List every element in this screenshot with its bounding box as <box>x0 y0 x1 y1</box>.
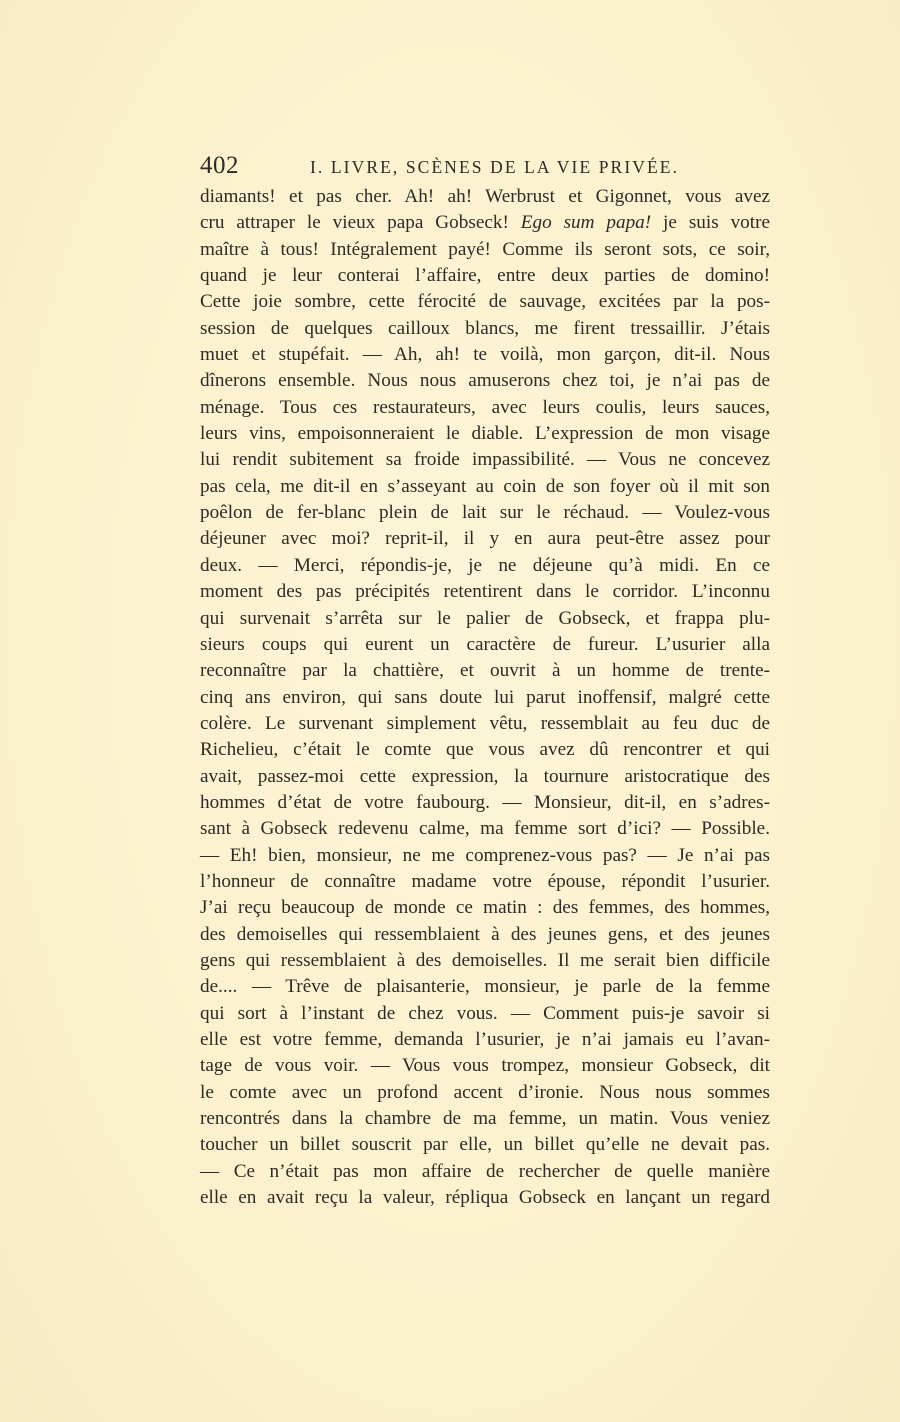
text-line <box>200 210 770 236</box>
text-line: cinq ans environ, qui sans doute lui parut inoffensif, malgré cette <box>200 686 770 708</box>
text-line: toucher un billet souscrit par elle, un billet qu’elle ne devait pas. <box>200 1134 770 1156</box>
text-line: sieurs coups qui eurent un caractère de fureur. L’usurier alla <box>200 633 770 655</box>
running-head <box>200 150 770 182</box>
text-line: qui survenait s’arrêta sur le palier de Gobseck, et frappa plu- <box>200 607 770 629</box>
text-line: de.... — Trêve de plaisanterie, monsieur, je parle de la femme <box>200 976 770 998</box>
text-line: deux. — Merci, répondis-je, je ne déjeune qu’à midi. En ce <box>200 554 770 576</box>
text-line: reconnaître par la chattière, et ouvrit à un homme de trente- <box>200 660 770 682</box>
text-line: dînerons ensemble. Nous nous amuserons chez toi, je n’ai pas de <box>200 370 770 392</box>
text-line: diamants! et pas cher. Ah! ah! Werbrust et Gigonnet, vous avez <box>200 186 770 207</box>
text-line: ménage. Tous ces restaurateurs, avec leurs coulis, leurs sauces, <box>200 396 770 418</box>
text-line: — Ce n’était pas mon affaire de rechercher de quelle manière <box>200 1160 770 1182</box>
text-line: Richelieu, c’était le comte que vous avez dû rencontrer et qui <box>200 739 770 761</box>
text-line: — Eh! bien, monsieur, ne me comprenez-vous pas? — Je n’ai pas <box>200 844 770 866</box>
text-segment: je suis votre <box>651 212 771 234</box>
text-line: des demoiselles qui ressemblaient à des jeunes gens, et des jeunes <box>200 923 770 945</box>
text-line: pas cela, me dit-il en s’asseyant au coin de son foyer où il mit son <box>200 475 770 497</box>
text-line: le comte avec un profond accent d’ironie. Nous nous sommes <box>200 1081 770 1103</box>
running-title: I. LIVRE, SCÈNES DE LA VIE PRIVÉE. <box>310 157 680 177</box>
text-segment: cru attraper le vieux papa Gobseck! <box>200 212 521 234</box>
text-line: avait, passez-moi cette expression, la tournure aristocratique des <box>200 765 770 787</box>
text-line: tage de vous voir. — Vous vous trompez, monsieur Gobseck, dit <box>200 1055 770 1077</box>
page-number: 402 <box>200 152 239 179</box>
text-line: leurs vins, empoisonneraient le diable. L’expression de mon visage <box>200 423 770 445</box>
text-line: quand je leur conterai l’affaire, entre deux parties de domino! <box>200 265 770 287</box>
text-line: qui sort à l’instant de chez vous. — Comment puis-je savoir si <box>200 1002 770 1024</box>
body-text <box>200 184 770 1211</box>
text-line: gens qui ressemblaient à des demoiselles. Il me serait bien difficile <box>200 949 770 971</box>
text-line: poêlon de fer-blanc plein de lait sur le réchaud. — Voulez-vous <box>200 502 770 524</box>
text-line: colère. Le survenant simplement vêtu, ressemblait au feu duc de <box>200 712 770 734</box>
latin-quote: Ego sum papa! <box>520 212 652 234</box>
text-line: moment des pas précipités retentirent dans le corridor. L’inconnu <box>200 581 770 603</box>
text-line: déjeuner avec moi? reprit-il, il y en aura peut-être assez pour <box>200 528 770 550</box>
text-line: lui rendit subitement sa froide impassibilité. — Vous ne concevez <box>200 449 770 471</box>
text-line: Cette joie sombre, cette férocité de sauvage, excitées par la pos- <box>200 291 770 313</box>
text-line: J’ai reçu beaucoup de monde ce matin : des femmes, des hommes, <box>200 897 770 919</box>
text-line: elle est votre femme, demanda l’usurier, je n’ai jamais eu l’avan- <box>200 1029 770 1050</box>
text-line: l’honneur de connaître madame votre épouse, répondit l’usurier. <box>200 870 770 892</box>
text-line: hommes d’état de votre faubourg. — Monsieur, dit-il, en s’adres- <box>200 791 770 813</box>
text-line: sant à Gobseck redevenu calme, ma femme sort d’ici? — Possible. <box>200 818 770 840</box>
text-line: maître à tous! Intégralement payé! Comme ils seront sots, ce soir, <box>200 238 770 260</box>
text-line: elle en avait reçu la valeur, répliqua Gobseck en lançant un regard <box>200 1187 770 1209</box>
text-line: muet et stupéfait. — Ah, ah! te voilà, mon garçon, dit-il. Nous <box>200 344 770 366</box>
text-line: rencontrés dans la chambre de ma femme, un matin. Vous veniez <box>200 1108 770 1130</box>
text-line: session de quelques cailloux blancs, me firent tressaillir. J’étais <box>200 317 770 339</box>
